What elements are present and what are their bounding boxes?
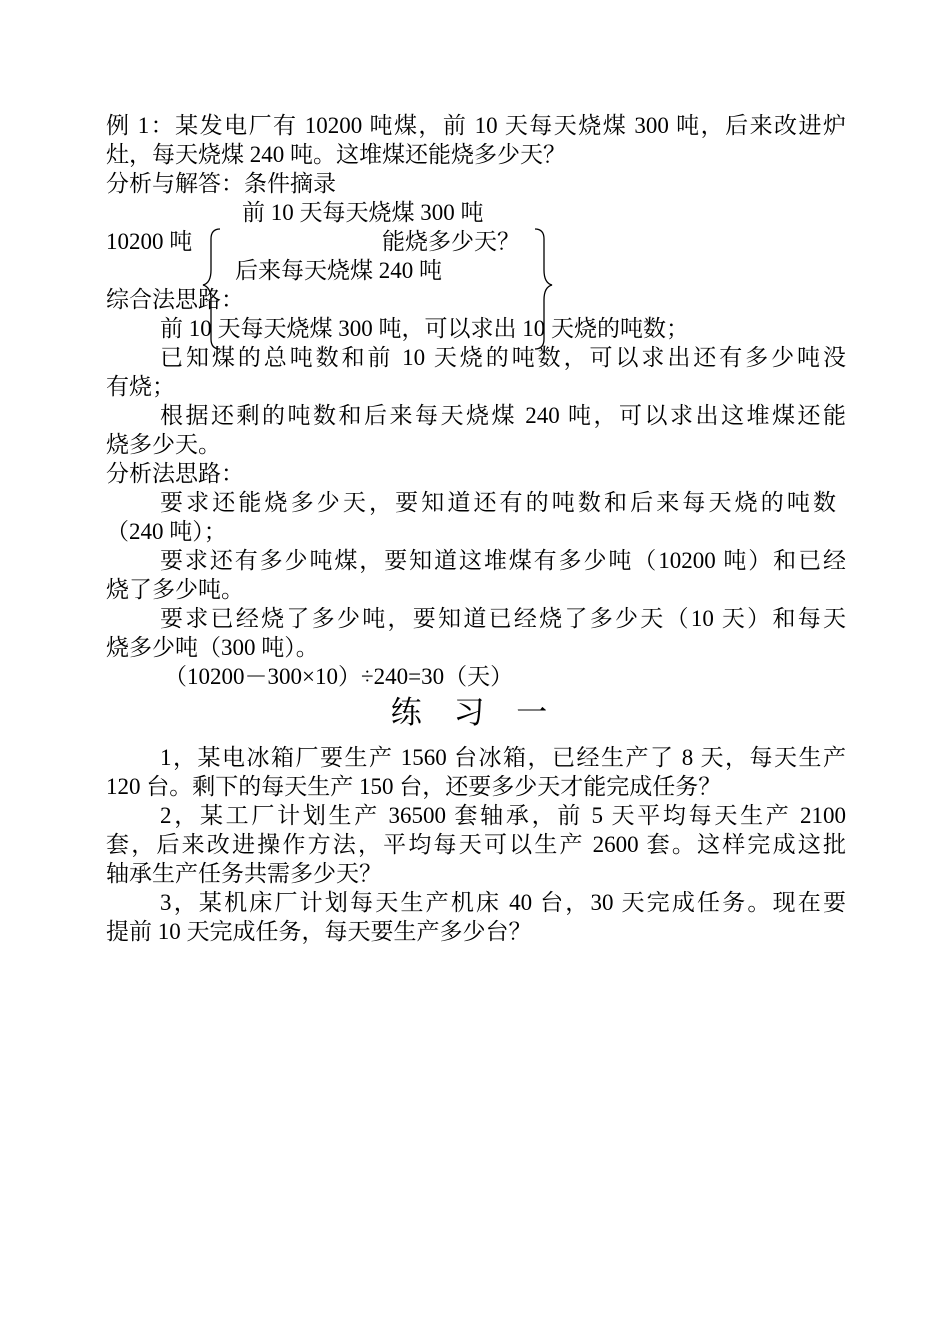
synthesis-step-1: 前 10 天每天烧煤 300 吨，可以求出 10 天烧的吨数；: [160, 316, 689, 341]
analytic-step-2: 要求还有多少吨煤，要知道这堆煤有多少吨（10200 吨）和已经: [160, 548, 846, 573]
synthesis-step-2: 已知煤的总吨数和前 10 天烧的吨数，可以求出还有多少吨没: [160, 345, 846, 370]
analysis-title: 分析与解答：条件摘录: [106, 171, 336, 196]
exercise-2-cont-2: 轴承生产任务共需多少天？: [106, 861, 382, 886]
condition-total: 10200 吨: [106, 229, 193, 254]
analytic-step-3: 要求已经烧了多少吨，要知道已经烧了多少天（10 天）和每天: [160, 606, 846, 631]
synthesis-step-2-cont: 有烧；: [106, 374, 175, 399]
exercise-2-cont-1: 套，后来改进操作方法，平均每天可以生产 2600 套。这样完成这批: [106, 832, 847, 857]
solution-formula: （10200－300×10）÷240=30（天）: [164, 664, 514, 689]
example-line-1: 例 1：某发电厂有 10200 吨煤，前 10 天每天烧煤 300 吨，后来改进炉: [106, 113, 846, 138]
analytic-step-2-cont: 烧了多少吨。: [106, 577, 244, 602]
condition-later-days: 后来每天烧煤 240 吨: [235, 258, 442, 283]
synthesis-step-3-cont: 烧多少天。: [106, 432, 221, 457]
exercise-1: 1，某电冰箱厂要生产 1560 台冰箱，已经生产了 8 天，每天生产: [160, 745, 846, 770]
analytic-title: 分析法思路：: [106, 461, 244, 486]
exercise-1-cont: 120 台。剩下的每天生产 150 台，还要多少天才能完成任务？: [106, 774, 722, 799]
condition-question: 能烧多少天？: [382, 229, 520, 254]
exercise-3: 3，某机床厂计划每天生产机床 40 台，30 天完成任务。现在要: [160, 890, 846, 915]
analytic-step-3-cont: 烧多少吨（300 吨）。: [106, 635, 319, 660]
exercise-heading: 练 习 一: [390, 695, 560, 730]
analytic-step-1: 要求还能烧多少天，要知道还有的吨数和后来每天烧的吨数: [160, 490, 836, 515]
condition-first-days: 前 10 天每天烧煤 300 吨: [242, 200, 484, 225]
analytic-step-1-cont: （240 吨）；: [106, 519, 227, 544]
exercise-3-cont: 提前 10 天完成任务，每天要生产多少台？: [106, 919, 532, 944]
example-line-2: 灶，每天烧煤 240 吨。这堆煤还能烧多少天？: [106, 142, 566, 167]
synthesis-step-3: 根据还剩的吨数和后来每天烧煤 240 吨，可以求出这堆煤还能: [160, 403, 846, 428]
exercise-2: 2，某工厂计划生产 36500 套轴承，前 5 天平均每天生产 2100: [160, 803, 846, 828]
synthesis-title: 综合法思路：: [106, 287, 244, 312]
